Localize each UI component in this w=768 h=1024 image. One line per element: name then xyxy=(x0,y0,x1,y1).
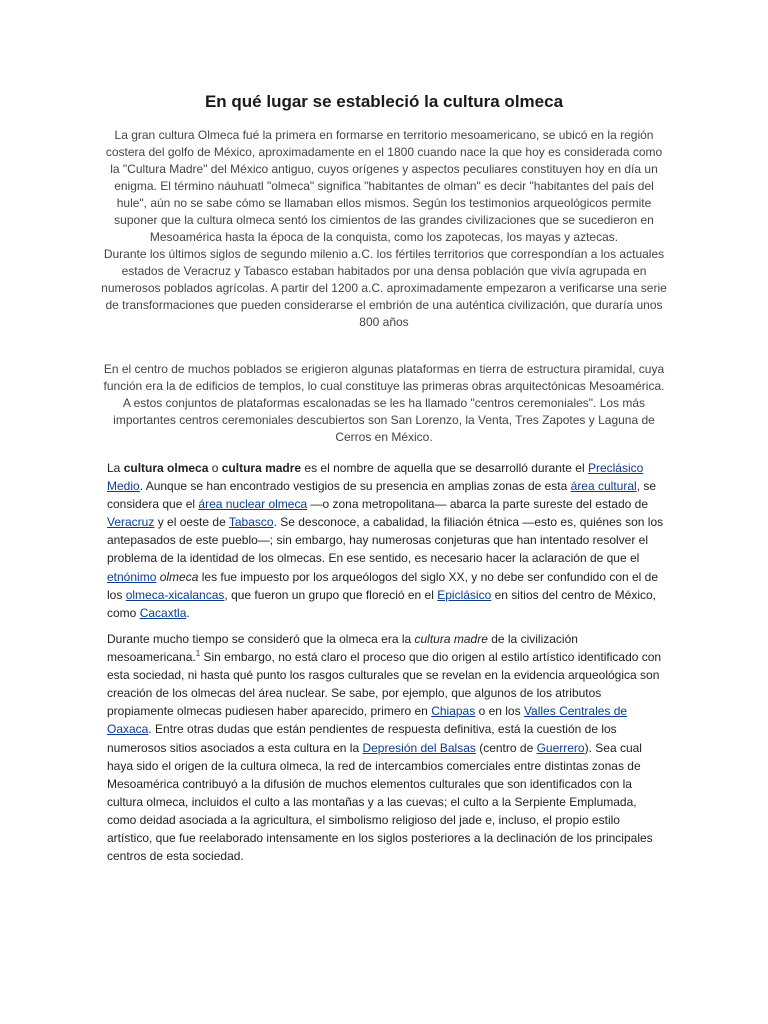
link-epiclasico[interactable]: Epiclásico xyxy=(437,587,492,602)
italic-olmeca: olmeca xyxy=(159,569,199,584)
bold-term-cultura-olmeca: cultura olmeca xyxy=(123,461,209,475)
link-tabasco[interactable]: Tabasco xyxy=(228,515,274,530)
text-span: , se considera que el xyxy=(107,479,657,512)
text-span: es el nombre de aquella que se desarrolló durante el xyxy=(301,461,588,475)
link-preclasico-medio[interactable]: Preclásico Medio xyxy=(107,461,644,494)
text-span: . Se desconoce, a cabalidad, la filiación étnica —esto es, quiénes son los antepasados de este pueblo—; sin embargo, hay numerosas conjeturas que han intentado resolver el problema de la identidad de los olmecas. En ese sentido, es necesario hacer la aclaración de que el xyxy=(107,515,664,566)
link-chiapas[interactable]: Chiapas xyxy=(431,704,476,719)
text-span: o xyxy=(208,461,222,475)
intro-paragraph-3: En el centro de muchos poblados se erigieron algunas plataformas en tierra de estructura piramidal, cuya función era la de edificios de templos, lo cual constituye las primeras obras arquitectónicas Mesoamérica. A estos conjuntos de plataformas escalonadas se les ha llamado "centros ceremoniales". Los más importantes centros ceremoniales descubiertos son San Lorenzo, la Venta, Tres Zapotes y Laguna de Cerros en México. xyxy=(103,362,665,444)
text-span: y el oeste de xyxy=(154,515,229,530)
wiki-paragraph-1 xyxy=(107,459,667,622)
text-span: . Entre otras dudas que están pendientes de respuesta definitiva, está la cuestión de los numerosos sitios asociados a esta cultura en la xyxy=(107,722,617,755)
link-olmeca-xicalancas[interactable]: olmeca-xicalancas xyxy=(125,587,225,602)
text-span: Durante mucho tiempo se consideró que la olmeca era la xyxy=(107,632,415,646)
wiki-section-2 xyxy=(107,630,667,865)
link-valles-centrales-oaxaca[interactable]: Valles Centrales de Oaxaca xyxy=(107,704,628,737)
text-span: en sitios del centro de México, como xyxy=(107,587,657,620)
link-area-cultural[interactable]: área cultural xyxy=(570,479,637,494)
intro-paragraph-2: Durante los últimos siglos de segundo milenio a.C. los fértiles territorios que correspondían a los actuales estados de Veracruz y Tabasco estaban habitados por una densa población que vivía agrupada en numerosos poblados agrícolas. A partir del 1200 a.C. aproximadamente empezaron a verificarse una serie de transformaciones que pueden considerarse el embrión de una auténtica civilización, que duraría unos 800 años xyxy=(101,247,667,329)
bold-term-cultura-madre: cultura madre xyxy=(221,461,302,475)
link-area-nuclear-olmeca[interactable]: área nuclear olmeca xyxy=(198,497,308,512)
text-span: o en los xyxy=(475,704,524,719)
wiki-section-1 xyxy=(107,459,667,622)
text-span: les fue impuesto por los arqueólogos del siglo XX, y no debe ser confundido con el de los xyxy=(107,569,659,602)
link-veracruz[interactable]: Veracruz xyxy=(107,515,155,530)
link-depresion-del-balsas[interactable]: Depresión del Balsas xyxy=(362,740,476,755)
text-span: ). Sea cual haya sido el origen de la cultura olmeca, la red de intercambios comerciales entre distintas zonas de Mesoamérica contribuyó a la difusión de muchos elementos culturales que son identificados con la cultura olmeca, incluidos el culto a las montañas y a las cuevas; el culto a la Serpiente Emplumada, como deidad asociada a la agricultura, el simbolismo religioso del jade e, incluso, el propio estilo artístico, que fue reelaborado intensamente en los siglos posteriores a la declinación de los principales centros de esta sociedad. xyxy=(107,740,653,864)
link-guerrero[interactable]: Guerrero xyxy=(536,740,585,755)
text-span: , que fueron un grupo que floreció en el xyxy=(224,587,438,602)
wiki-paragraph-2 xyxy=(107,630,667,865)
intro-section xyxy=(100,127,668,331)
link-cacaxtla[interactable]: Cacaxtla xyxy=(139,605,187,620)
text-span: . xyxy=(186,605,190,620)
ceremonial-centers-section xyxy=(100,361,668,446)
footnote-ref-1[interactable]: 1 xyxy=(195,649,201,659)
text-span: Sin embargo, no está claro el proceso que dio origen al estilo artístico identificado con esta sociedad, ni hasta qué punto los rasgos culturales que se revelan en la evidencia arqueológica son creación de los olmecas del área nuclear. Se sabe, por ejemplo, que algunos de los atributos propiamente olmecas pudiesen haber aparecido, primero en xyxy=(107,650,662,719)
page-title: En qué lugar se estableció la cultura olmeca xyxy=(204,92,564,111)
text-span: de la civilización mesoamericana. xyxy=(107,632,578,665)
text-span: La xyxy=(107,461,124,475)
intro-paragraph-1: La gran cultura Olmeca fué la primera en formarse en territorio mesoamericano, se ubicó en la región costera del golfo de México, aproximadamente en el 1800 cuando nace la que hoy es considerada como la "Cultura Madre" del México antiguo, cuyos orígenes y aspectos peculiares constituyen hoy en día un enigma. El término náuhuatl "olmeca" significa "habitantes de olman" es decir "habitantes del país del hule", aún no se sabe cómo se llamaban ellos mismos. Según los testimonios arqueológicos permite suponer que la cultura olmeca sentó los cimientos de las grandes civilizaciones que se sucedieron en Mesoamérica hasta la época de la conquista, como los zapotecas, los mayas y aztecas. xyxy=(105,128,663,244)
text-span: —o zona metropolitana— abarca la parte sureste del estado de xyxy=(307,497,649,512)
italic-cultura-madre: cultura madre xyxy=(414,632,488,646)
text-span: (centro de xyxy=(475,740,537,755)
link-etnonimo[interactable]: etnónimo xyxy=(107,569,157,584)
text-span: . Aunque se han encontrado vestigios de su presencia en amplias zonas de esta xyxy=(139,479,571,494)
